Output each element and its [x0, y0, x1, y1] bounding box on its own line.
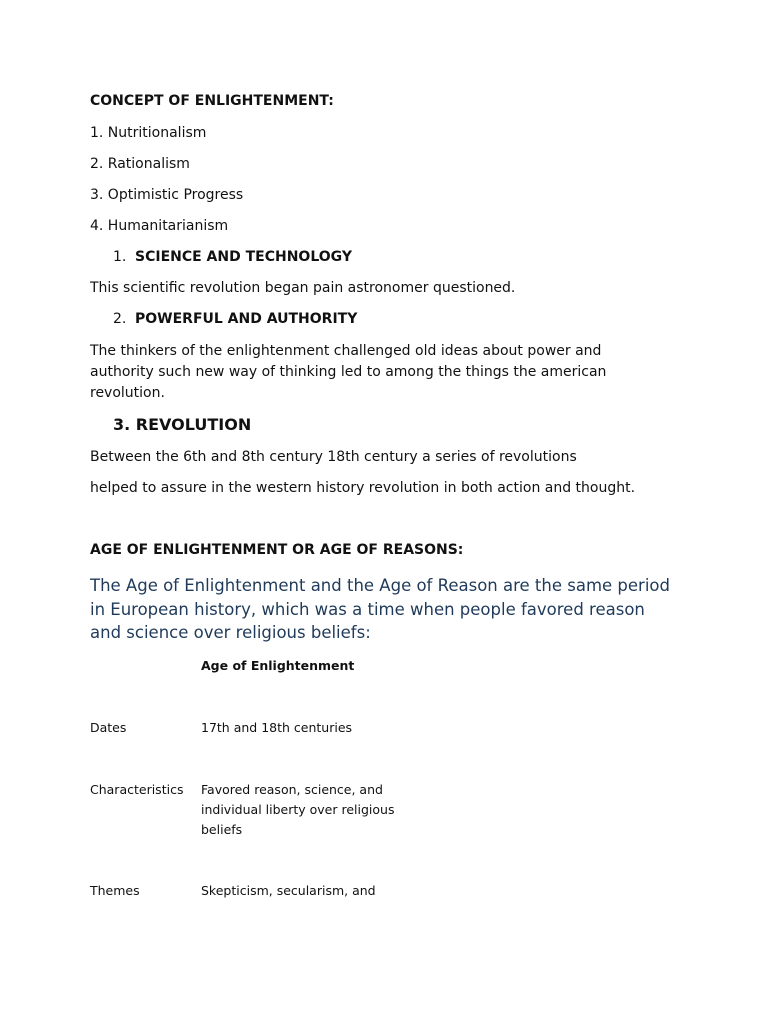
concept-heading: CONCEPT OF ENLIGHTENMENT: [90, 93, 334, 109]
comparison-table [90, 656, 416, 901]
table-row-value: 17th and 18th centuries [201, 720, 353, 735]
section-power-body: The thinkers of the enlightenment challenged old ideas about power and authority such new way of thinking led to among the things the american revolution. [90, 343, 607, 401]
section-revolution-line-2: helped to assure in the western history revolution in both action and thought. [90, 480, 636, 496]
section-science-body: This scientific revolution began pain astronomer questioned. [90, 280, 516, 296]
section-science-heading [113, 249, 352, 265]
table-row [90, 881, 416, 901]
table-row-value: Favored reason, science, and individual liberty over religious beliefs [201, 782, 395, 837]
section-power-heading [113, 311, 357, 327]
concept-item-3: 3. Optimistic Progress [90, 187, 244, 203]
section-title: POWERFUL AND AUTHORITY [135, 311, 358, 327]
table-header-empty [90, 656, 201, 718]
age-lead-paragraph: The Age of Enlightenment and the Age of Reason are the same period in European history, which was a time when people favored reason and science over religious beliefs: [90, 576, 670, 642]
table-header-age-of-enlightenment: Age of Enlightenment [201, 658, 355, 673]
section-title: SCIENCE AND TECHNOLOGY [135, 249, 352, 265]
table-row [90, 718, 416, 780]
table-row-label: Themes [90, 883, 140, 898]
section-number: 1. [113, 249, 127, 265]
section-revolution-heading: 3. REVOLUTION [113, 415, 252, 434]
concept-item-2: 2. Rationalism [90, 156, 190, 172]
section-number: 2. [113, 311, 127, 327]
table-row [90, 780, 416, 881]
section-revolution-line-1: Between the 6th and 8th century 18th century a series of revolutions [90, 449, 577, 465]
table-row-label: Dates [90, 720, 127, 735]
concept-item-1: 1. Nutritionalism [90, 125, 207, 141]
concept-item-4: 4. Humanitarianism [90, 218, 229, 234]
age-heading: AGE OF ENLIGHTENMENT OR AGE OF REASONS: [90, 542, 464, 558]
table-row-value: Skepticism, secularism, and [201, 883, 376, 898]
table-row-label: Characteristics [90, 782, 184, 797]
